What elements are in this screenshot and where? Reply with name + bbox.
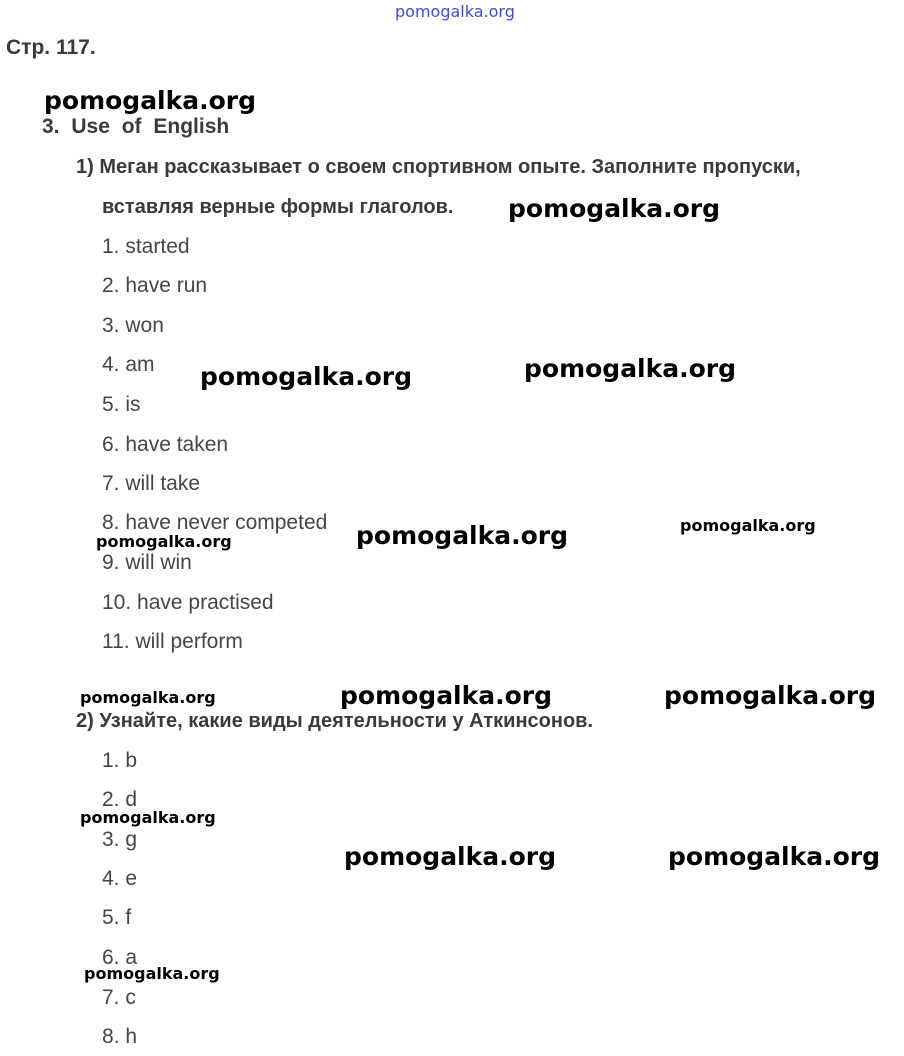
watermark: pomogalka.org	[96, 532, 232, 551]
task2-answer-1: 1. b	[102, 749, 138, 772]
task1-instruction-line2: вставляя верные формы глаголов.	[102, 196, 454, 218]
task1-answer-9: 9. will win	[102, 551, 192, 574]
task1-answer-5: 5. is	[102, 393, 141, 416]
watermark: pomogalka.org	[340, 681, 553, 710]
task2-answer-6: 6. a	[102, 946, 138, 969]
watermark: pomogalka.org	[80, 808, 216, 827]
watermark: pomogalka.org	[664, 681, 877, 710]
watermark: pomogalka.org	[80, 688, 216, 707]
task1-answer-6: 6. have taken	[102, 433, 229, 456]
task1-answer-8: 8. have never competed	[102, 511, 328, 534]
task1-answer-1: 1. started	[102, 235, 190, 258]
task1-answer-3: 3. won	[102, 314, 164, 337]
task2-answer-4: 4. e	[102, 867, 138, 890]
watermark: pomogalka.org	[524, 354, 737, 383]
site-link[interactable]: pomogalka.org	[395, 2, 515, 21]
task2-answer-3: 3. g	[102, 828, 138, 851]
watermark: pomogalka.org	[44, 86, 257, 115]
task1-answer-10: 10. have practised	[102, 591, 274, 614]
watermark: pomogalka.org	[344, 842, 557, 871]
watermark: pomogalka.org	[356, 521, 569, 550]
watermark: pomogalka.org	[668, 842, 881, 871]
section-title: 3. Use of English	[42, 115, 230, 138]
task2-instruction: 2) Узнайте, какие виды деятельности у Аткинсонов.	[76, 710, 594, 732]
task2-answer-8: 8. h	[102, 1025, 138, 1048]
watermark: pomogalka.org	[84, 964, 220, 983]
page-number: Стр. 117.	[6, 36, 96, 59]
watermark: pomogalka.org	[680, 516, 816, 535]
task2-answer-2: 2. d	[102, 788, 138, 811]
task1-instruction-line1: 1) Меган рассказывает о своем спортивном опыте. Заполните пропуски,	[76, 156, 801, 178]
watermark: pomogalka.org	[200, 362, 413, 391]
watermark: pomogalka.org	[508, 194, 721, 223]
task1-answer-2: 2. have run	[102, 274, 208, 297]
task2-answer-7: 7. c	[102, 986, 136, 1009]
task2-answer-5: 5. f	[102, 906, 132, 929]
task1-answer-4: 4. am	[102, 353, 155, 376]
task1-answer-7: 7. will take	[102, 472, 201, 495]
task1-answer-11: 11. will perform	[102, 630, 243, 653]
